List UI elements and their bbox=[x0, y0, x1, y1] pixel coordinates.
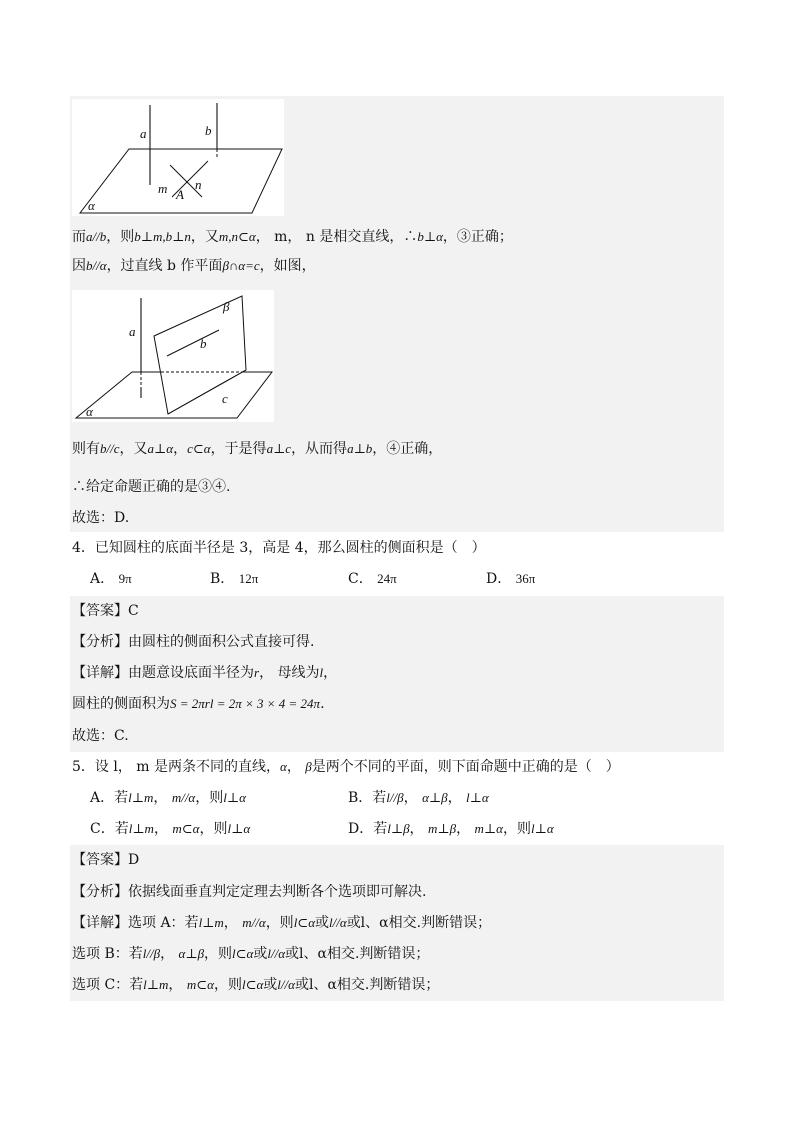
figure-plane-beta bbox=[72, 290, 274, 422]
sol3-choose: 故选：D. bbox=[72, 510, 130, 526]
q4-choose: 故选：C. bbox=[72, 728, 129, 744]
fig1-label-A: A bbox=[176, 187, 184, 202]
q4-option-d: D． 36π bbox=[486, 571, 536, 587]
fig2-label-beta: β bbox=[223, 299, 230, 314]
fig2-label-b: b bbox=[200, 336, 207, 351]
fig1-label-a: a bbox=[140, 126, 147, 141]
q4-option-b: B． 12π bbox=[210, 571, 259, 587]
fig1-label-n: n bbox=[195, 177, 202, 192]
q4-answer: 【答案】C bbox=[72, 603, 139, 619]
q5-stem: 5．设 l， m 是两条不同的直线，α， β是两个不同的平面，则下面命题中正确的是（ ） bbox=[72, 759, 620, 775]
q5-analysis: 【分析】依据线面垂直判定定理去判断各个选项即可解决. bbox=[72, 884, 427, 900]
q5-option-d: D．若l⊥β， m⊥β， m⊥α，则l⊥α bbox=[348, 821, 554, 837]
sol3-conclusion: ∴给定命题正确的是③④. bbox=[72, 479, 231, 495]
q4-detail2: 圆柱的侧面积为S = 2πrl = 2π × 3 × 4 = 24π. bbox=[72, 696, 325, 712]
fig2-label-a: a bbox=[129, 324, 136, 339]
q4-option-c: C． 24π bbox=[348, 571, 397, 587]
q4-stem: 4．已知圆柱的底面半径是 3，高是 4，那么圆柱的侧面积是（ ） bbox=[72, 540, 486, 556]
q5-detail-b: 选项 B：若l//β， α⊥β，则l⊂α或l//α或l、α相交.判断错误； bbox=[72, 946, 430, 962]
sol3-line1: 而a//b，则b⊥m,b⊥n，又m,n⊂α， m， n 是相交直线，∴b⊥α，③正确； bbox=[72, 229, 513, 245]
q4-detail: 【详解】由题意设底面半径为r， 母线为l， bbox=[72, 665, 338, 681]
q5-option-a: A．若l⊥m， m//α，则l⊥α bbox=[90, 790, 246, 806]
sol3-line2: 因b//α，过直线 b 作平面β∩α=c，如图， bbox=[72, 258, 316, 274]
q4-analysis: 【分析】由圆柱的侧面积公式直接可得. bbox=[72, 634, 315, 650]
fig1-label-alpha: α bbox=[88, 198, 95, 213]
figure-1-svg bbox=[72, 99, 284, 216]
fig1-label-b: b bbox=[205, 123, 212, 138]
fig2-label-alpha: α bbox=[86, 404, 93, 419]
q4-option-a: A． 9π bbox=[90, 571, 132, 587]
fig2-label-c: c bbox=[222, 391, 228, 406]
q5-detail-a: 【详解】选项 A：若l⊥m， m//α，则l⊂α或l//α或l、α相交.判断错误； bbox=[72, 915, 492, 931]
q5-option-b: B．若l//β， α⊥β， l⊥α bbox=[348, 790, 489, 806]
sol3-line3: 则有b//c，又a⊥α，c⊂α，于是得a⊥c，从而得a⊥b，④正确， bbox=[72, 441, 443, 457]
figure-plane-lines bbox=[72, 99, 284, 216]
figure-2-svg bbox=[72, 290, 274, 422]
q5-option-c: C．若l⊥m， m⊂α，则l⊥α bbox=[90, 821, 251, 837]
q5-detail-c: 选项 C：若l⊥m， m⊂α，则l⊂α或l//α或l、α相交.判断错误； bbox=[72, 977, 440, 993]
fig1-label-m: m bbox=[158, 181, 168, 196]
q5-answer: 【答案】D bbox=[72, 852, 140, 868]
